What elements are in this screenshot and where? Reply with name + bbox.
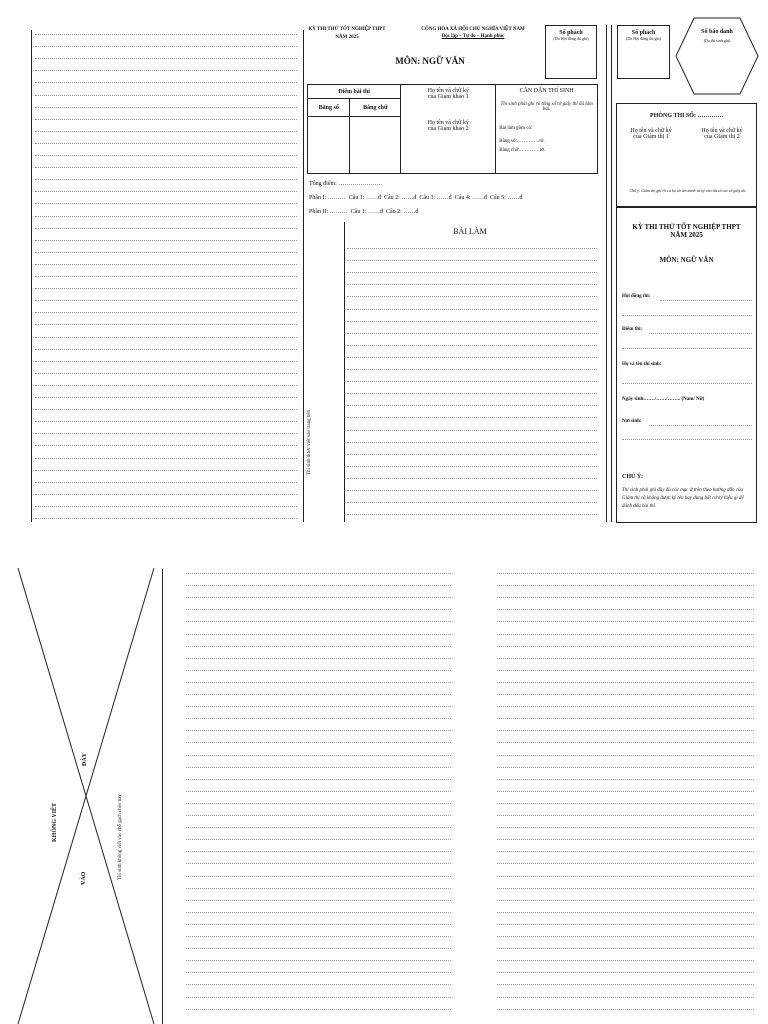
ruled-line xyxy=(497,585,754,586)
ruled-line xyxy=(347,442,597,443)
ruled-line xyxy=(186,827,451,828)
ruled-line xyxy=(186,851,451,852)
ruled-line xyxy=(35,349,297,350)
ruled-line xyxy=(347,381,597,382)
so-bao-danh-hexagon xyxy=(674,16,760,96)
ruled-line xyxy=(35,167,297,168)
ruled-line xyxy=(35,143,297,144)
ruled-line xyxy=(35,433,297,434)
ruled-line xyxy=(186,972,451,973)
ruled-line xyxy=(186,839,451,840)
left-margin-line xyxy=(31,30,32,522)
ruled-line xyxy=(497,839,754,840)
phong-thi-box: PHÒNG THI SỐ: …………. Họ tên và chữ ký của Giám thị 1 Họ tên và chữ ký của Giám thị 2 Chú ý: Giám thị ghi rõ cả họ và tên mình và ký vào tất cả các tờ giấy thi. xyxy=(616,103,757,207)
instructions-cell: CĂN DẶN THÍ SINH Thí sinh phải ghi rõ tổng số tờ giấy thi đã làm bài. Bài làm gồm có: Bằng số:…………..tờ. Bằng chữ:…………tờ. xyxy=(496,85,598,174)
gt2-label: Họ tên và chữ ký của Giám thị 2 xyxy=(701,128,743,140)
ruled-line xyxy=(497,791,754,792)
gt1-label: Họ tên và chữ ký của Giám thị 1 xyxy=(630,128,672,140)
ruled-line xyxy=(35,506,297,507)
diem-thi-label: Điểm thi: xyxy=(622,327,643,332)
ruled-line xyxy=(497,706,754,707)
ruled-line xyxy=(35,361,297,362)
ruled-line xyxy=(186,585,451,586)
ruled-line xyxy=(35,324,297,325)
ruled-line xyxy=(35,228,297,229)
ruled-line xyxy=(347,284,597,285)
ruled-line xyxy=(497,803,754,804)
ngay-sinh-label: Ngày sinh:……/……/…….. (Nam/ Nữ) xyxy=(622,397,705,402)
ruled-line xyxy=(347,272,597,273)
ruled-line xyxy=(35,82,297,83)
ruled-line xyxy=(35,119,297,120)
ruled-line xyxy=(35,300,297,301)
ruled-line xyxy=(347,478,597,479)
ruled-line xyxy=(35,421,297,422)
ruled-line xyxy=(347,357,597,358)
ruled-line xyxy=(186,936,451,937)
ruled-line xyxy=(35,312,297,313)
ruled-line xyxy=(347,248,597,249)
ruled-line xyxy=(497,960,754,961)
ruled-line xyxy=(186,1009,451,1010)
separator-line xyxy=(303,30,304,522)
ruled-line xyxy=(35,264,297,265)
ruled-line xyxy=(497,573,754,574)
ruled-line xyxy=(35,191,297,192)
ruled-line xyxy=(35,34,297,35)
ruled-line xyxy=(35,373,297,374)
ruled-line xyxy=(347,417,597,418)
ruled-line xyxy=(186,597,451,598)
ruled-line xyxy=(186,912,451,913)
ruled-line xyxy=(186,997,451,998)
ruled-line xyxy=(186,779,451,780)
total-score: Tổng điểm: …………………. xyxy=(309,181,382,187)
khong-viet-label: KHÔNG VIẾT xyxy=(52,802,58,842)
chu-y-text: Thí sinh phải ghi đầy đủ các mục ở trên theo hướng dẫn của Giám thị và không được ký tên hay dùng bất cứ ký hiệu gì để đánh dấu bài thi. xyxy=(622,488,744,509)
ruled-line xyxy=(186,609,451,610)
ruled-line xyxy=(35,276,297,277)
ruled-line xyxy=(347,309,597,310)
ruled-line xyxy=(35,95,297,96)
fold-line-1 xyxy=(606,25,607,522)
ruled-line xyxy=(186,694,451,695)
ruled-line xyxy=(497,621,754,622)
ruled-line xyxy=(186,803,451,804)
ruled-line xyxy=(347,514,597,515)
ruled-line xyxy=(497,730,754,731)
bailam-margin-line xyxy=(344,222,345,522)
ruled-line xyxy=(35,58,297,59)
ruled-line xyxy=(497,815,754,816)
ruled-line xyxy=(347,430,597,431)
ruled-line xyxy=(35,288,297,289)
ruled-line xyxy=(186,670,451,671)
ruled-line xyxy=(35,203,297,204)
ruled-line xyxy=(347,369,597,370)
ruled-line xyxy=(347,321,597,322)
ruled-line xyxy=(35,518,297,519)
ruled-line xyxy=(497,1009,754,1010)
exam-title: KỲ THI THỬ TỐT NGHIỆP THPT NĂM 2025 xyxy=(308,27,386,40)
ruled-line xyxy=(497,972,754,973)
ruled-line xyxy=(186,948,451,949)
ruled-line xyxy=(186,621,451,622)
hoi-dong-label: Hội đồng thi: xyxy=(622,294,651,299)
ruled-line xyxy=(35,470,297,471)
ruled-line xyxy=(35,240,297,241)
ruled-line xyxy=(347,296,597,297)
ruled-line xyxy=(35,458,297,459)
chu-y-title: CHÚ Ý: xyxy=(622,474,644,480)
ruled-line xyxy=(347,333,597,334)
ruled-line xyxy=(347,345,597,346)
ruled-line xyxy=(497,863,754,864)
ruled-line xyxy=(347,393,597,394)
ruled-line xyxy=(35,155,297,156)
score-words-field[interactable] xyxy=(350,117,401,174)
cross-note: Thí sinh không viết vào chỗ gạch chéo này xyxy=(118,794,123,880)
ruled-line xyxy=(186,742,451,743)
ruled-line xyxy=(497,936,754,937)
ruled-line xyxy=(186,634,451,635)
ruled-line xyxy=(186,888,451,889)
ruled-line xyxy=(347,405,597,406)
part1-scores: Phần I: ……… Câu 1: ……đ Câu 2: ……đ Câu 3: ……đ Câu 4: ……đ Câu 5: ……đ xyxy=(309,195,523,201)
ruled-line xyxy=(497,984,754,985)
ruled-line xyxy=(186,900,451,901)
ruled-line xyxy=(186,658,451,659)
ruled-line xyxy=(35,397,297,398)
ruled-line xyxy=(186,730,451,731)
ruled-line xyxy=(497,658,754,659)
vao-label: VÀO xyxy=(81,871,87,885)
ruled-line xyxy=(186,815,451,816)
ruled-line xyxy=(347,260,597,261)
ruled-line xyxy=(35,179,297,180)
ruled-line xyxy=(497,997,754,998)
ruled-line xyxy=(497,912,754,913)
ruled-line xyxy=(497,597,754,598)
ruled-line xyxy=(497,888,754,889)
ruled-line xyxy=(497,718,754,719)
ruled-line xyxy=(497,851,754,852)
vertical-note: Thí sinh được viết vào trang bên xyxy=(307,409,312,475)
ruled-line xyxy=(347,502,597,503)
candidate-info-box: KỲ THI THỬ TỐT NGHIỆP THPT NĂM 2025 MÔN: NGỮ VĂN Hội đồng thi: Điểm thi: Họ và tên thí sinh: Ngày sinh:……/……/…….. (Nam/ Nữ) Nơi sinh: CHÚ Ý: Thí sinh phải ghi đầy đủ các mục ở trên theo hướng dẫn của Giám thị và không được ký tên hay dùng bất cứ ký hiệu gì để đánh dấu bài thi. xyxy=(616,207,757,523)
ruled-line xyxy=(186,876,451,877)
ruled-line xyxy=(35,385,297,386)
ruled-line xyxy=(35,494,297,495)
ruled-line xyxy=(497,827,754,828)
ruled-line xyxy=(186,863,451,864)
ruled-line xyxy=(497,767,754,768)
ruled-line xyxy=(186,767,451,768)
ruled-line xyxy=(35,131,297,132)
ruled-line xyxy=(35,409,297,410)
ruled-line xyxy=(186,924,451,925)
cross-out-lines xyxy=(16,568,156,1024)
fold-line-2 xyxy=(611,25,612,522)
ruled-line xyxy=(497,755,754,756)
subject-title: MÔN: NGỮ VĂN xyxy=(395,56,465,66)
ruled-line xyxy=(497,742,754,743)
ruled-line xyxy=(497,694,754,695)
ruled-line xyxy=(186,573,451,574)
ruled-line xyxy=(186,984,451,985)
ruled-line xyxy=(347,454,597,455)
ruled-line xyxy=(35,482,297,483)
ruled-line xyxy=(186,960,451,961)
so-bao-danh-note: (Do thí sinh ghi) xyxy=(703,38,731,43)
ruled-line xyxy=(497,609,754,610)
nation-heading: CỘNG HÒA XÃ HỘI CHỦ NGHĨA VIỆT NAM Độc lập – Tự do – Hạnh phúc xyxy=(421,27,525,39)
ruled-line xyxy=(35,107,297,108)
ruled-line xyxy=(186,755,451,756)
score-table: Điểm bài thi Họ tên và chữ ký của Giám khảo 1 Họ tên và chữ ký của Giám khảo 2 CĂN DẶN THÍ SINH Thí sinh phải ghi rõ tổng số tờ giấy thi đã làm bài. Bài làm gồm có: Bằng số:…………..tờ. Bằng chữ:…………tờ. Bằng số Bằng chữ xyxy=(307,84,598,174)
ruled-line xyxy=(497,924,754,925)
ruled-line xyxy=(497,670,754,671)
ho-ten-label: Họ và tên thí sinh: xyxy=(622,362,662,367)
ruled-line xyxy=(186,718,451,719)
ruled-line xyxy=(347,466,597,467)
ruled-line xyxy=(35,337,297,338)
ruled-line xyxy=(186,682,451,683)
so-phach-box: Số phách (Do Hội đồng thi ghi) xyxy=(545,25,597,79)
ruled-line xyxy=(35,445,297,446)
so-bao-danh-label: Số báo danh xyxy=(701,29,733,35)
ruled-line xyxy=(35,46,297,47)
ruled-line xyxy=(347,490,597,491)
bailam-title: BÀI LÀM xyxy=(453,227,487,236)
ruled-line xyxy=(497,948,754,949)
ruled-line xyxy=(186,706,451,707)
ruled-line xyxy=(497,646,754,647)
ruled-line xyxy=(497,900,754,901)
day-label: ĐÂY xyxy=(82,753,88,766)
ruled-line xyxy=(186,646,451,647)
part2-scores: Phần II: ……… Câu 1: ……đ Câu 2: ……đ xyxy=(309,209,419,215)
bottom-separator xyxy=(162,569,163,1024)
ruled-line xyxy=(497,779,754,780)
right-so-phach-box: Số phách (Do Hội đồng thi ghi) xyxy=(617,25,670,79)
score-header: Điểm bài thi xyxy=(308,85,401,99)
ruled-line xyxy=(497,682,754,683)
ruled-line xyxy=(35,216,297,217)
score-number-field[interactable] xyxy=(308,117,350,174)
ruled-line xyxy=(186,791,451,792)
ruled-line xyxy=(497,876,754,877)
ruled-line xyxy=(497,634,754,635)
ruled-line xyxy=(35,252,297,253)
examiner-cell: Họ tên và chữ ký của Giám khảo 1 Họ tên và chữ ký của Giám khảo 2 xyxy=(401,85,496,174)
noi-sinh-label: Nơi sinh: xyxy=(622,419,642,424)
ruled-line xyxy=(35,70,297,71)
